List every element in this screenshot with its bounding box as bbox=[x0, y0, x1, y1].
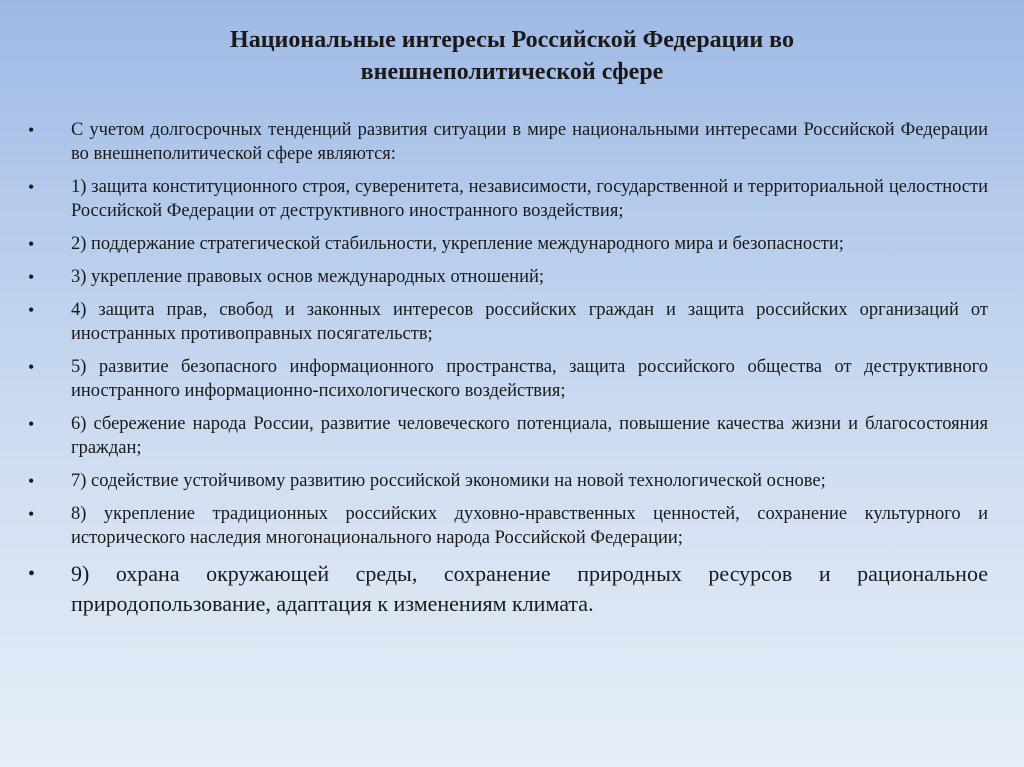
bullet-icon: • bbox=[28, 471, 35, 491]
list-item-text: 2) поддержание стратегической стабильности, укрепление международного мира и безопасности; bbox=[71, 234, 844, 254]
list-item bbox=[28, 559, 988, 619]
list-item bbox=[28, 355, 988, 403]
bullet-icon: • bbox=[28, 504, 35, 524]
page-title bbox=[120, 24, 904, 88]
title-line-1: Национальные интересы Российской Федерации во bbox=[230, 27, 794, 53]
bullet-icon: • bbox=[28, 357, 35, 377]
list-item-text: С учетом долгосрочных тенденций развития ситуации в мире национальными интересами Российской Федерации во внешнеполитической сфере являются: bbox=[71, 120, 988, 164]
list-item-text: 6) сбережение народа России, развитие человеческого потенциала, повышение качества жизни и благосостояния граждан; bbox=[71, 414, 988, 458]
list-item-text: 9) охрана окружающей среды, сохранение природных ресурсов и рациональное природопользование, адаптация к изменениям климата. bbox=[71, 561, 988, 616]
title-line-2: внешнеполитической сфере bbox=[360, 59, 664, 85]
list-item bbox=[28, 502, 988, 550]
list-item-text: 4) защита прав, свобод и законных интересов российских граждан и защита российских организаций от иностранных противоправных посягательств; bbox=[71, 300, 988, 344]
list-item-text: 8) укрепление традиционных российских духовно-нравственных ценностей, сохранение культурного и исторического наследия многонационального народа Российской Федерации; bbox=[71, 504, 988, 548]
bullet-icon: • bbox=[28, 234, 35, 254]
list-item bbox=[28, 175, 988, 223]
list-item bbox=[28, 118, 988, 166]
bullet-icon: • bbox=[28, 563, 36, 585]
list-item-text: 5) развитие безопасного информационного пространства, защита российского общества от деструктивного иностранного информационно-психологического воздействия; bbox=[71, 357, 988, 401]
list-item-text: 7) содействие устойчивому развитию российской экономики на новой технологической основе; bbox=[71, 471, 826, 491]
bullet-icon: • bbox=[28, 120, 35, 140]
list-item bbox=[28, 232, 988, 256]
bullet-list bbox=[28, 118, 988, 628]
bullet-icon: • bbox=[28, 267, 35, 287]
list-item bbox=[28, 412, 988, 460]
bullet-icon: • bbox=[28, 177, 35, 197]
bullet-icon: • bbox=[28, 300, 35, 320]
list-item-text: 3) укрепление правовых основ международных отношений; bbox=[71, 267, 545, 287]
list-item bbox=[28, 469, 988, 493]
list-item-text: 1) защита конституционного строя, суверенитета, независимости, государственной и территориальной целостности Российской Федерации от деструктивного иностранного воздействия; bbox=[71, 177, 988, 221]
bullet-icon: • bbox=[28, 414, 35, 434]
list-item bbox=[28, 265, 988, 289]
list-item bbox=[28, 298, 988, 346]
